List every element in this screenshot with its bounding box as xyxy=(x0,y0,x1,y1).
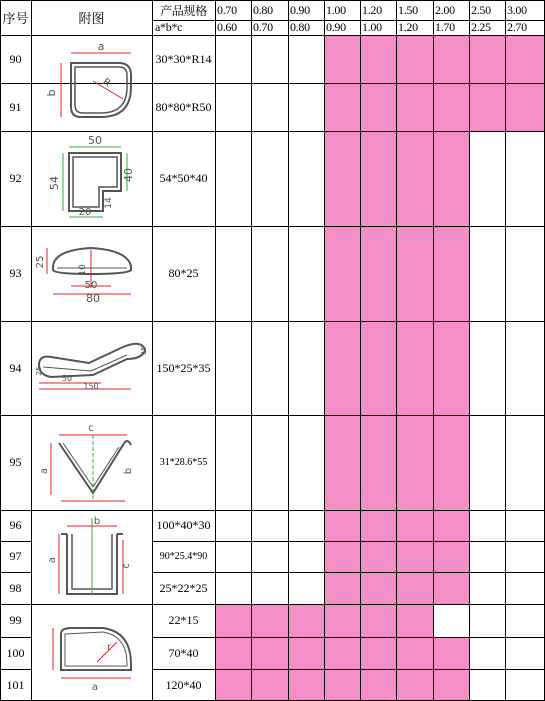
thickness-top-3: 1.00 xyxy=(326,2,346,17)
figure-dimension-label: 150 xyxy=(83,382,99,391)
thickness-top-1: 0.80 xyxy=(253,2,273,17)
available-cell xyxy=(433,541,469,572)
thickness-bottom-4: 1.00 xyxy=(362,20,382,34)
available-cell xyxy=(505,83,545,131)
available-cell xyxy=(396,35,433,83)
available-cell xyxy=(433,35,469,83)
angled-hook-figure xyxy=(31,321,152,415)
figure-line xyxy=(59,441,131,493)
row-spec: 150*25*35 xyxy=(156,360,211,375)
available-cell xyxy=(396,572,433,604)
figure-dimension-label: b xyxy=(123,467,134,475)
row-number: 100 xyxy=(6,645,25,660)
available-cell xyxy=(360,83,396,131)
thickness-top-4: 1.20 xyxy=(362,2,382,17)
available-cell xyxy=(396,637,433,669)
available-cell xyxy=(288,669,324,701)
row-spec: 31*28.6*55 xyxy=(159,457,208,468)
figure-dimension-label: a xyxy=(91,682,99,693)
grid-line xyxy=(251,0,252,701)
available-cell xyxy=(324,572,360,604)
row-spec: 80*80*R50 xyxy=(155,99,212,114)
available-cell xyxy=(433,669,469,701)
thickness-bottom-5: 1.20 xyxy=(398,20,418,34)
header-spec-sub: a*b*c xyxy=(155,20,183,34)
row-number: 93 xyxy=(9,266,22,280)
available-cell xyxy=(324,415,360,510)
available-cell xyxy=(433,83,469,131)
grid-line xyxy=(324,0,325,701)
available-cell xyxy=(324,637,360,669)
available-cell xyxy=(433,510,469,541)
thickness-top-0: 0.70 xyxy=(217,2,237,17)
available-cell xyxy=(324,669,360,701)
available-cell xyxy=(324,604,360,637)
available-cell xyxy=(433,415,469,510)
available-cell xyxy=(251,637,288,669)
figure-line xyxy=(65,632,127,666)
header-fig: 附图 xyxy=(78,11,105,26)
available-cell xyxy=(360,541,396,572)
figure-dimension-label: 50 xyxy=(84,280,98,291)
thickness-top-6: 2.00 xyxy=(435,2,455,17)
row-spec: 100*40*30 xyxy=(156,518,211,532)
figure-dimension-label: a xyxy=(39,467,50,475)
thickness-bottom-7: 2.25 xyxy=(471,20,491,34)
available-cell xyxy=(396,131,433,226)
available-cell xyxy=(433,572,469,604)
available-cell xyxy=(288,604,324,637)
row-number: 98 xyxy=(9,580,22,595)
row-number: 99 xyxy=(9,613,22,627)
available-cell xyxy=(396,415,433,510)
row-number: 101 xyxy=(6,677,25,692)
available-cell xyxy=(396,604,433,637)
figure-dimension-label: 14 xyxy=(104,197,114,209)
available-cell xyxy=(324,35,360,83)
available-cell xyxy=(396,510,433,541)
available-cell xyxy=(433,637,469,669)
figure-line xyxy=(53,248,131,274)
u-channel-figure xyxy=(31,510,152,604)
row-number: 94 xyxy=(9,360,22,375)
available-cell xyxy=(396,321,433,415)
stepped-channel-figure xyxy=(31,131,152,226)
available-cell xyxy=(215,669,251,701)
row-spec: 80*25 xyxy=(168,266,199,280)
available-cell xyxy=(251,669,288,701)
available-cell xyxy=(288,637,324,669)
available-cell xyxy=(469,83,505,131)
available-cell xyxy=(433,226,469,321)
figure-dimension-label: 20 xyxy=(78,207,92,218)
row-number: 91 xyxy=(9,99,22,114)
grid-line xyxy=(396,0,397,701)
figure-dimension-label: R xyxy=(100,76,113,90)
v-profile-figure xyxy=(31,415,152,510)
row-spec: 22*15 xyxy=(168,613,199,627)
figure-dimension-label: b xyxy=(45,89,58,97)
available-cell xyxy=(360,321,396,415)
row-spec: 120*40 xyxy=(165,677,202,692)
row-spec: 30*30*R14 xyxy=(155,51,212,66)
available-cell xyxy=(360,572,396,604)
row-spec: 90*25.4*90 xyxy=(159,551,208,562)
grid-line xyxy=(288,0,289,701)
figure-dimension-label: 50 xyxy=(88,134,102,147)
available-cell xyxy=(360,35,396,83)
available-cell xyxy=(433,131,469,226)
available-cell xyxy=(360,226,396,321)
figure-dimension-label: 54 xyxy=(48,176,61,190)
available-cell xyxy=(360,604,396,637)
figure-dimension-label: 50 xyxy=(61,374,73,383)
row-number: 92 xyxy=(9,171,22,185)
available-cell xyxy=(324,321,360,415)
available-cell xyxy=(324,131,360,226)
figure-dimension-label: r xyxy=(106,642,112,653)
row-spec: 25*22*25 xyxy=(159,580,208,595)
figure-dimension-label: b xyxy=(93,516,101,527)
thickness-bottom-0: 0.60 xyxy=(217,20,237,34)
figure-dimension-label: a xyxy=(97,40,105,53)
grid-line xyxy=(215,0,216,701)
available-cell xyxy=(324,541,360,572)
available-cell xyxy=(215,637,251,669)
thickness-bottom-2: 0.80 xyxy=(290,20,310,34)
thickness-top-2: 0.90 xyxy=(290,2,310,17)
thickness-top-7: 2.50 xyxy=(471,2,491,17)
thickness-top-5: 1.50 xyxy=(398,2,418,17)
available-cell xyxy=(324,226,360,321)
available-cell xyxy=(396,541,433,572)
available-cell xyxy=(215,604,251,637)
row-number: 96 xyxy=(9,518,22,532)
available-cell xyxy=(251,604,288,637)
figure-dimension-label: 35 xyxy=(140,346,148,356)
available-cell xyxy=(360,415,396,510)
figure-dimension-label: 25 xyxy=(35,366,43,376)
grid-line xyxy=(433,0,434,701)
available-cell xyxy=(360,637,396,669)
available-cell xyxy=(360,131,396,226)
figure-line xyxy=(39,344,145,377)
row-number: 95 xyxy=(9,455,22,469)
available-cell xyxy=(433,321,469,415)
thickness-bottom-6: 1.70 xyxy=(435,20,455,34)
header-seq: 序号 xyxy=(2,11,29,26)
available-cell xyxy=(396,226,433,321)
figure-dimension-label: c xyxy=(88,423,94,434)
figure-dimension-label: a xyxy=(47,556,58,564)
header-spec: 产品规格 xyxy=(160,3,207,18)
figure-line xyxy=(71,63,131,117)
figure-line xyxy=(75,67,127,113)
row-number: 90 xyxy=(9,51,22,66)
thickness-bottom-1: 0.70 xyxy=(253,20,273,34)
available-cell xyxy=(396,83,433,131)
grid-line xyxy=(505,0,506,701)
figure-line xyxy=(61,628,131,670)
thickness-bottom-8: 2.70 xyxy=(507,20,527,34)
available-cell xyxy=(505,35,545,83)
available-cell xyxy=(396,669,433,701)
row-spec: 70*40 xyxy=(168,645,199,660)
figure-dimension-label: 40 xyxy=(122,168,135,182)
row-spec: 54*50*40 xyxy=(159,171,208,185)
flat-oval-figure xyxy=(31,226,152,321)
figure-dimension-label: 80 xyxy=(86,292,100,305)
available-cell xyxy=(360,510,396,541)
quarter-round-profile-figure xyxy=(31,35,152,131)
figure-dimension-label: 25 xyxy=(35,255,46,269)
available-cell xyxy=(324,510,360,541)
row-number: 97 xyxy=(9,549,22,563)
d-profile-figure xyxy=(31,604,152,701)
grid-line xyxy=(360,0,361,701)
figure-dimension-label: c xyxy=(121,563,132,569)
available-cell xyxy=(324,83,360,131)
available-cell xyxy=(360,669,396,701)
available-cell xyxy=(469,35,505,83)
thickness-bottom-3: 0.90 xyxy=(326,20,346,34)
thickness-top-8: 3.00 xyxy=(507,2,527,17)
figure-dimension-label: 10 xyxy=(78,264,88,276)
grid-line xyxy=(469,0,470,701)
